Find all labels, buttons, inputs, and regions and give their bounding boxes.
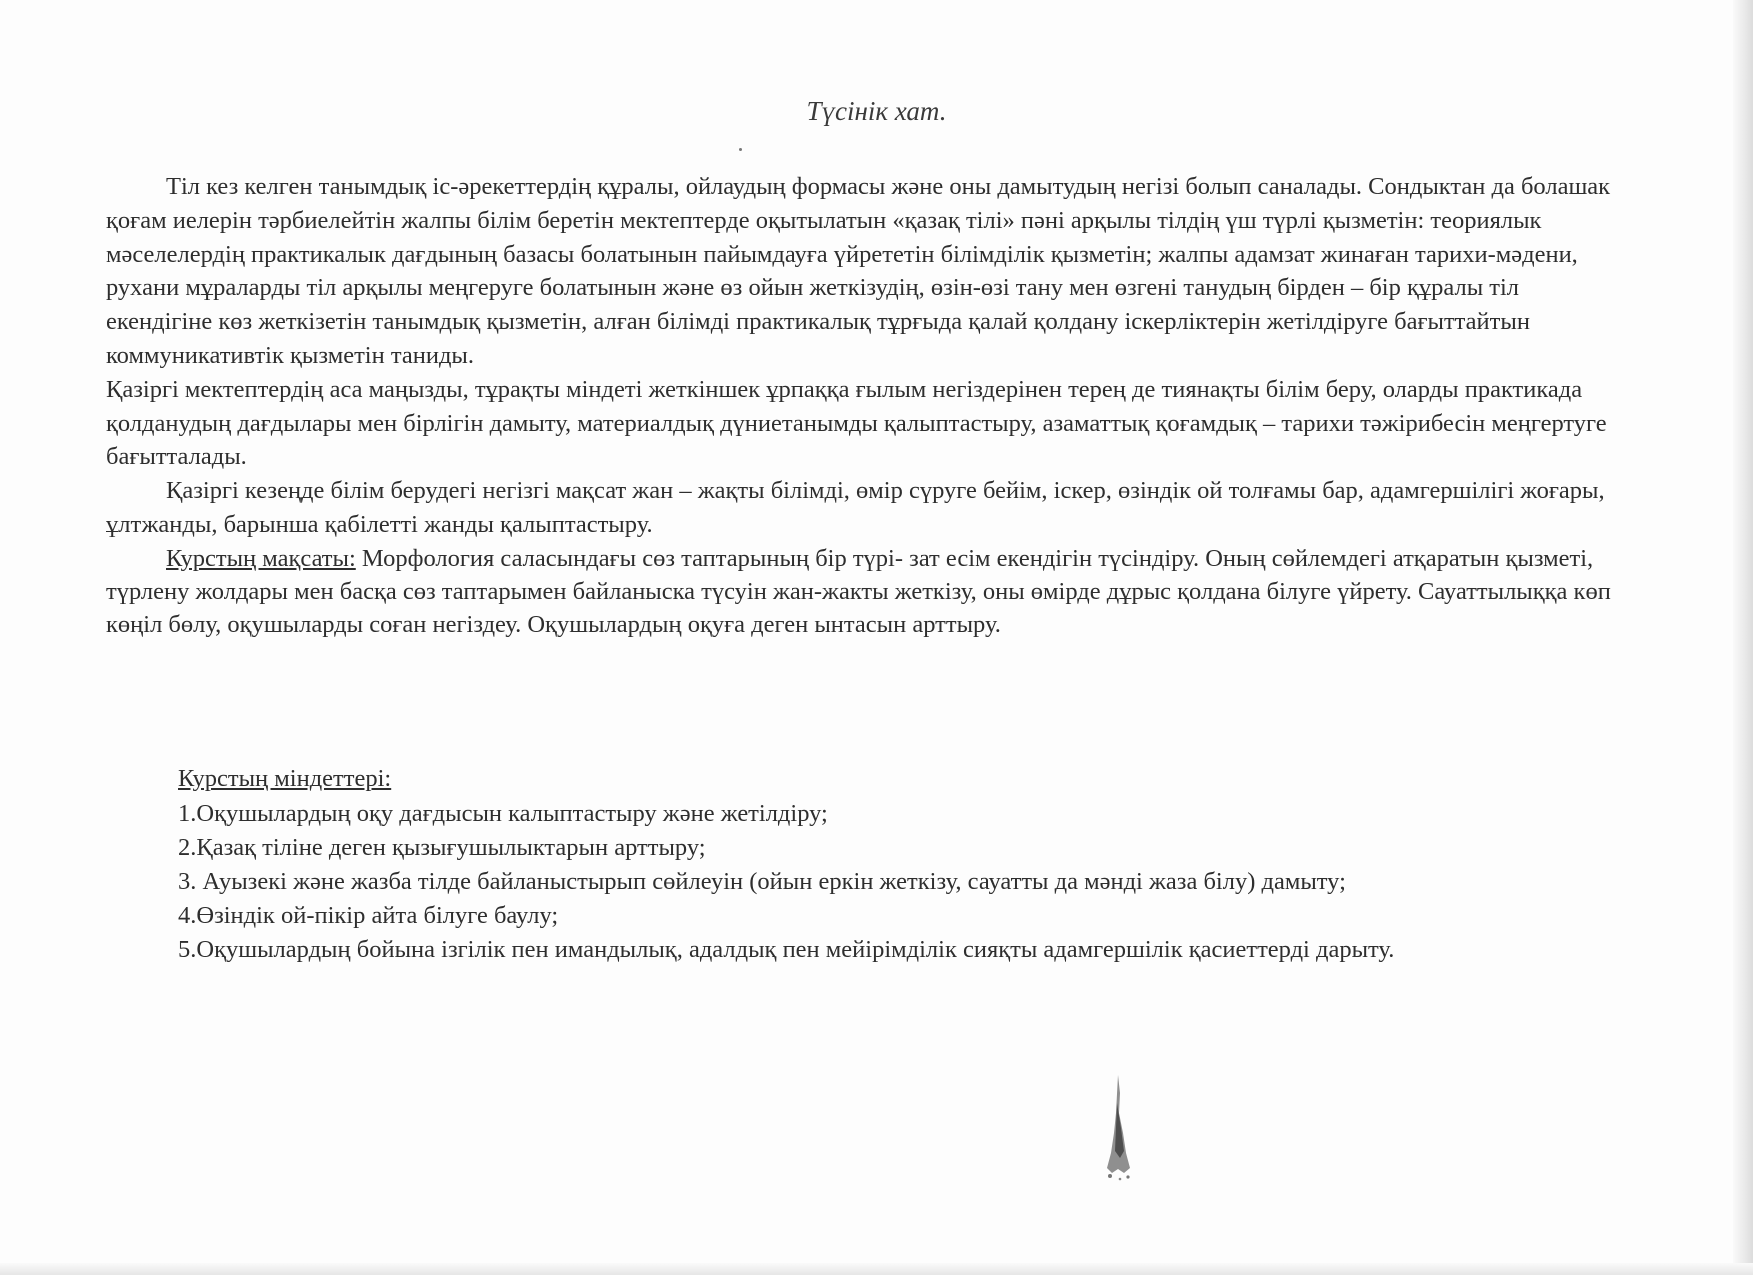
document-title: Түсінік хат. <box>806 96 947 126</box>
course-tasks <box>178 762 1618 967</box>
course-goals-text: Морфология саласындағы сөз таптарының бір түрі- зат есім екендігін түсіндіру. Оның сөйлемдегі атқаратын қызметі, түрлену жолдары мен басқа сөз таптарымен байланыска түсуін жан-жакты жеткізу, оны өмірде дұрыс қолдана білуге үйрету. Сауаттылыққа көп көңіл бөлу, оқушыларды соған негіздеу. Оқушылардың оқуға деген ынтасын арттыру. <box>106 544 1611 638</box>
paragraph-course-goals <box>106 542 1626 641</box>
task-item-2: 2.Қазақ тіліне деген қызығушылыктарын арттыру; <box>178 834 706 861</box>
document-body <box>106 170 1626 641</box>
page-edge-shadow <box>1733 0 1753 1275</box>
course-tasks-heading: Курстың міндеттері: <box>178 765 392 792</box>
paragraph-main-goal: Қазіргі кезеңде білім берудегі негізгі мақсат жан – жақты білімді, өмір сүруге бейім, іскер, өзіндік ой толғамы бар, адамгершілігі жоғары, ұлтжанды, барынша қабілетті жанды қалыптастыру. <box>106 477 1605 538</box>
paragraph-intro: Тіл кез келген танымдық іс-әрекеттердің құралы, ойлаудың формасы және оны дамытудың негізі болып саналады. Сондыктан да болашак қоғам иелерін тәрбиелейтін жалпы білім беретін мектептерде оқытылатын «қазақ тілі» пәні арқылы тілдің үш түрлі қызметін: теориялык мәселелердің практикалык дағдының базасы болатынын пайымдауға үйрететін білімділік қызметін; жалпы адамзат жинаған тарихи-мәдени, рухани мұраларды тіл арқылы меңгеруге болатынын және өз ойын жеткізудің, өзін-өзі тану мен өзгені танудың бірден – бір құралы тіл екендігіне көз жеткізетін танымдық қызметін, алған білімді практикалық тұрғыда қалай қолдану іскерліктерін жетілдіруге бағыттайтын коммуникативтік қызметін таниды. <box>106 173 1611 369</box>
page-bottom-edge <box>0 1263 1753 1275</box>
task-item-5: 5.Оқушылардың бойына ізгілік пен имандылық, адалдық пен мейірімділік сияқты адамгершілік қасиеттерді дарыту. <box>178 936 1395 963</box>
task-item-1: 1.Оқушылардың оқу дағдысын калыптастыру және жетілдіру; <box>178 800 828 827</box>
ink-mark-icon <box>1098 1073 1138 1183</box>
task-item-4: 4.Өзіндік ой-пікір айта білуге баулу; <box>178 902 559 929</box>
task-item-3: 3. Ауызекі және жазба тілде байланыстырып сөйлеуін (ойын еркін жеткізу, сауатты да мәнді жаза білу) дамыту; <box>178 868 1346 895</box>
scan-speck <box>739 148 742 151</box>
course-goals-label: Курстың мақсаты: <box>166 544 356 572</box>
paragraph-schools: Қазіргі мектептердің аса маңызды, тұрақты міндеті жеткіншек ұрпаққа ғылым негіздерінен терең де тиянақты білім беру, оларды практикада қолданудың дағдылары мен бірлігін дамыту, материалдық дүниетанымды қалыптастыру, азаматтық қоғамдық – тарихи тәжірибесін меңгертуге бағытталады. <box>106 375 1607 471</box>
